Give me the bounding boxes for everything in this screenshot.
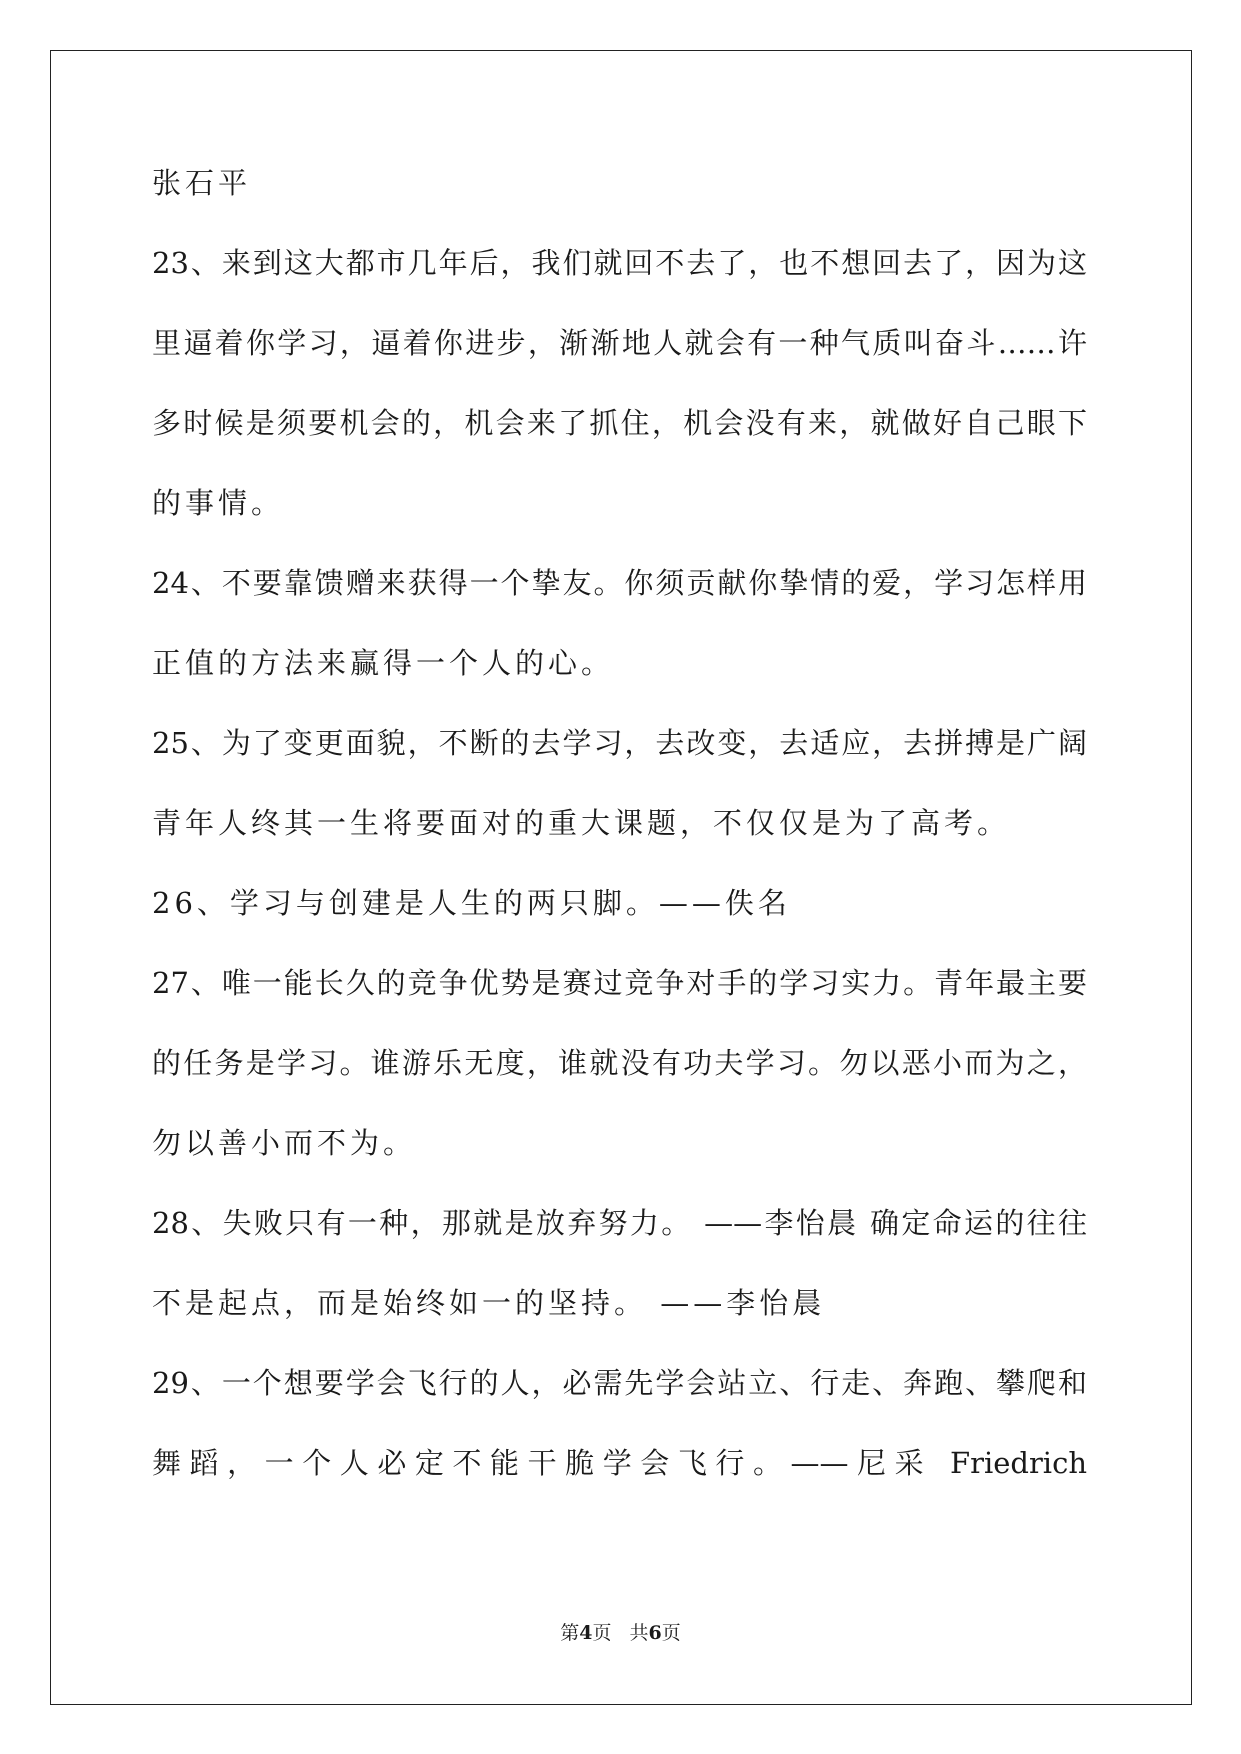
text-line: 青年人终其一生将要面对的重大课题，不仅仅是为了高考。 xyxy=(152,806,1011,840)
text-line: 勿以善小而不为。 xyxy=(152,1126,417,1160)
page-footer xyxy=(0,1621,1241,1645)
text-line: 张石平 xyxy=(152,166,252,200)
text-line: 多时候是须要机会的，机会来了抓住，机会没有来，就做好自己眼下 xyxy=(152,406,1087,440)
text-line: 29、一个想要学会飞行的人，必需先学会站立、行走、奔跑、攀爬和 xyxy=(152,1366,1087,1400)
text-line: 舞蹈，一个人必定不能干脆学会飞行。——尼采 Friedrich xyxy=(152,1446,1087,1480)
document-body xyxy=(152,163,1087,1523)
text-line: 的事情。 xyxy=(152,486,285,520)
total-prefix: 共 xyxy=(629,1622,649,1644)
text-line: 正值的方法来赢得一个人的心。 xyxy=(152,646,615,680)
text-line: 的任务是学习。谁游乐无度，谁就没有功夫学习。勿以恶小而为之， xyxy=(152,1046,1087,1080)
page-prefix: 第 xyxy=(560,1622,580,1644)
text-line: 里逼着你学习，逼着你进步，渐渐地人就会有一种气质叫奋斗……许 xyxy=(152,326,1087,360)
text-line: 28、失败只有一种，那就是放弃努力。 ——李怡晨 确定命运的往往 xyxy=(152,1206,1087,1240)
text-line: 25、为了变更面貌，不断的去学习，去改变，去适应，去拼搏是广阔 xyxy=(152,726,1087,760)
page-current: 4 xyxy=(579,1622,593,1644)
page-suffix: 页 xyxy=(592,1622,612,1644)
text-line: 23、来到这大都市几年后，我们就回不去了，也不想回去了，因为这 xyxy=(152,246,1087,280)
text-line: 24、不要靠馈赠来获得一个挚友。你须贡献你挚情的爱，学习怎样用 xyxy=(152,566,1087,600)
text-line: 27、唯一能长久的竞争优势是赛过竞争对手的学习实力。青年最主要 xyxy=(152,966,1087,1000)
text-line: 26、学习与创建是人生的两只脚。——佚名 xyxy=(152,886,791,920)
text-line: 不是起点，而是始终如一的坚持。 ——李怡晨 xyxy=(152,1286,826,1320)
total-suffix: 页 xyxy=(661,1622,681,1644)
page-total: 6 xyxy=(648,1622,662,1644)
